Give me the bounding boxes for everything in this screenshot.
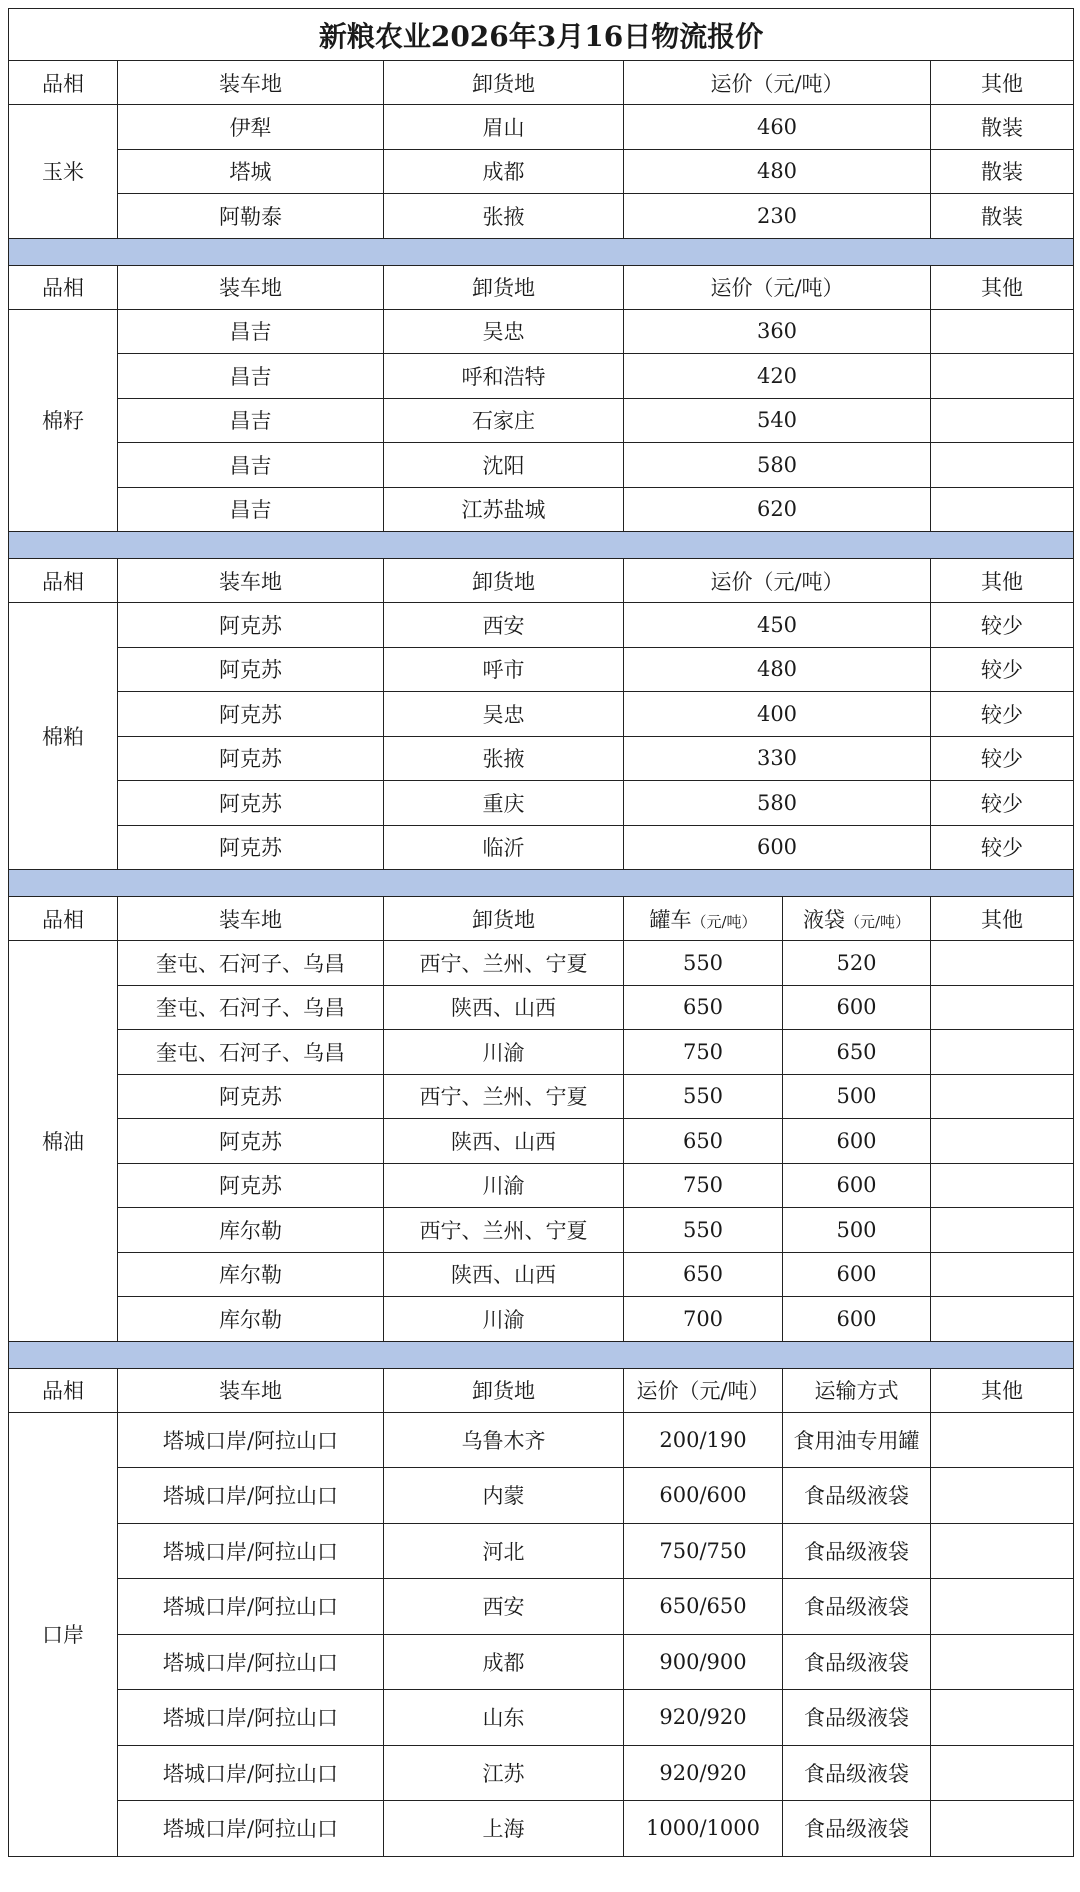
destination-cell: 川渝 [384,1030,624,1075]
bag-price-cell: 650 [783,1030,931,1075]
other-cell [931,398,1074,443]
other-cell [931,1252,1074,1297]
destination-cell: 成都 [384,149,624,194]
price-cell: 450 [624,603,931,648]
destination-cell: 内蒙 [384,1468,624,1524]
table-row [9,985,1074,1030]
destination-cell: 西宁、兰州、宁夏 [384,1208,624,1253]
header-row [9,1368,1074,1412]
price-cell: 750/750 [624,1523,783,1579]
price-cell: 600 [624,825,931,870]
origin-cell: 奎屯、石河子、乌昌 [118,1030,384,1075]
origin-cell: 阿克苏 [118,1119,384,1164]
header-cell: 卸货地 [384,61,624,105]
table-row [9,1801,1074,1857]
origin-cell: 塔城口岸/阿拉山口 [118,1468,384,1524]
origin-cell: 奎屯、石河子、乌昌 [118,985,384,1030]
header-cell: 卸货地 [384,559,624,603]
price-sheet [8,8,1073,1857]
other-cell: 散装 [931,149,1074,194]
origin-cell: 阿克苏 [118,692,384,737]
other-cell [931,1119,1074,1164]
header-cell: 品相 [9,1368,118,1412]
table-row [9,781,1074,826]
table-row [9,354,1074,399]
destination-cell: 成都 [384,1634,624,1690]
other-cell [931,1801,1074,1857]
destination-cell: 江苏 [384,1745,624,1801]
destination-cell: 重庆 [384,781,624,826]
destination-cell: 西安 [384,1579,624,1635]
other-cell [931,1074,1074,1119]
transport-mode-cell: 食品级液袋 [783,1579,931,1635]
price-cell: 1000/1000 [624,1801,783,1857]
table-row [9,736,1074,781]
header-cell: 装车地 [118,897,384,941]
origin-cell: 塔城口岸/阿拉山口 [118,1690,384,1746]
header-cell: 品相 [9,61,118,105]
other-cell [931,1030,1074,1075]
destination-cell: 西宁、兰州、宁夏 [384,941,624,986]
destination-cell: 陕西、山西 [384,985,624,1030]
header-cell: 品相 [9,559,118,603]
bag-price-cell: 500 [783,1074,931,1119]
unit-label: （元/吨） [691,912,757,931]
price-cell: 230 [624,194,931,239]
price-cell: 360 [624,309,931,354]
origin-cell: 昌吉 [118,354,384,399]
transport-mode-cell: 食品级液袋 [783,1523,931,1579]
transport-mode-cell: 食品级液袋 [783,1468,931,1524]
other-cell [931,1208,1074,1253]
price-cell: 540 [624,398,931,443]
bag-price-cell: 600 [783,985,931,1030]
header-cell: 装车地 [118,61,384,105]
transport-mode-cell: 食用油专用罐 [783,1412,931,1468]
other-cell [931,309,1074,354]
table-row [9,309,1074,354]
bag-price-cell: 600 [783,1119,931,1164]
table-row [9,941,1074,986]
header-cell: 装车地 [118,559,384,603]
price-cell: 920/920 [624,1690,783,1746]
origin-cell: 塔城口岸/阿拉山口 [118,1523,384,1579]
origin-cell: 塔城 [118,149,384,194]
price-cell: 900/900 [624,1634,783,1690]
logistics-price-table [8,8,1074,1857]
category-cell: 玉米 [9,105,118,239]
table-row [9,647,1074,692]
tank-price-cell: 550 [624,1074,783,1119]
header-cell: 运价（元/吨） [624,265,931,309]
destination-cell: 临沂 [384,825,624,870]
table-row [9,1297,1074,1342]
header-cell: 运价（元/吨） [624,559,931,603]
section-separator [9,532,1074,559]
origin-cell: 塔城口岸/阿拉山口 [118,1634,384,1690]
price-cell: 600/600 [624,1468,783,1524]
header-cell: 其他 [931,1368,1074,1412]
category-cell: 口岸 [9,1412,118,1856]
table-row [9,603,1074,648]
other-cell [931,1523,1074,1579]
origin-cell: 阿克苏 [118,825,384,870]
table-row [9,1579,1074,1635]
bag-price-cell: 600 [783,1297,931,1342]
other-cell [931,941,1074,986]
tank-price-cell: 650 [624,1119,783,1164]
table-row [9,105,1074,150]
destination-cell: 石家庄 [384,398,624,443]
header-cell: 卸货地 [384,265,624,309]
destination-cell: 乌鲁木齐 [384,1412,624,1468]
table-row [9,1208,1074,1253]
price-cell: 460 [624,105,931,150]
table-row [9,1252,1074,1297]
origin-cell: 库尔勒 [118,1252,384,1297]
unit-label: （元/吨） [844,912,911,931]
transport-mode-cell: 食品级液袋 [783,1690,931,1746]
header-row [9,897,1074,941]
section-separator [9,1341,1074,1368]
destination-cell: 川渝 [384,1297,624,1342]
page-title: 新粮农业2026年3月16日物流报价 [9,9,1074,61]
table-row [9,487,1074,532]
tank-price-cell: 550 [624,941,783,986]
table-row [9,1690,1074,1746]
origin-cell: 阿克苏 [118,781,384,826]
origin-cell: 昌吉 [118,443,384,488]
other-cell [931,443,1074,488]
tank-truck-label: 罐车 [649,907,692,932]
header-cell: 品相 [9,897,118,941]
origin-cell: 塔城口岸/阿拉山口 [118,1412,384,1468]
origin-cell: 昌吉 [118,487,384,532]
origin-cell: 阿克苏 [118,603,384,648]
header-cell: 其他 [931,897,1074,941]
header-cell: 装车地 [118,1368,384,1412]
destination-cell: 沈阳 [384,443,624,488]
tank-price-cell: 750 [624,1030,783,1075]
table-row [9,398,1074,443]
other-cell [931,1690,1074,1746]
bag-price-cell: 520 [783,941,931,986]
destination-cell: 吴忠 [384,692,624,737]
tank-price-cell: 650 [624,1252,783,1297]
destination-cell: 山东 [384,1690,624,1746]
other-cell [931,1634,1074,1690]
other-cell [931,1468,1074,1524]
price-cell: 480 [624,647,931,692]
bag-price-cell: 600 [783,1163,931,1208]
header-cell: 装车地 [118,265,384,309]
table-row [9,1412,1074,1468]
header-cell: 运输方式 [783,1368,931,1412]
destination-cell: 陕西、山西 [384,1119,624,1164]
other-cell [931,1745,1074,1801]
header-cell [624,897,783,941]
other-cell: 较少 [931,603,1074,648]
transport-mode-cell: 食品级液袋 [783,1745,931,1801]
other-cell: 较少 [931,647,1074,692]
destination-cell: 上海 [384,1801,624,1857]
table-row [9,825,1074,870]
destination-cell: 河北 [384,1523,624,1579]
other-cell [931,1579,1074,1635]
origin-cell: 阿克苏 [118,647,384,692]
price-cell: 580 [624,781,931,826]
liquid-bag-label: 液袋 [802,907,845,932]
price-cell: 420 [624,354,931,399]
header-cell: 卸货地 [384,1368,624,1412]
transport-mode-cell: 食品级液袋 [783,1634,931,1690]
origin-cell: 库尔勒 [118,1208,384,1253]
tank-price-cell: 550 [624,1208,783,1253]
category-cell: 棉粕 [9,603,118,870]
header-row [9,61,1074,105]
table-row [9,1030,1074,1075]
origin-cell: 阿克苏 [118,736,384,781]
origin-cell: 阿克苏 [118,1074,384,1119]
price-cell: 400 [624,692,931,737]
other-cell [931,487,1074,532]
header-cell: 卸货地 [384,897,624,941]
table-row [9,443,1074,488]
header-row [9,559,1074,603]
header-cell: 其他 [931,265,1074,309]
tank-price-cell: 750 [624,1163,783,1208]
other-cell [931,1297,1074,1342]
table-row [9,1634,1074,1690]
table-row [9,149,1074,194]
bag-price-cell: 500 [783,1208,931,1253]
destination-cell: 西宁、兰州、宁夏 [384,1074,624,1119]
other-cell: 较少 [931,781,1074,826]
table-row [9,1163,1074,1208]
destination-cell: 张掖 [384,736,624,781]
destination-cell: 张掖 [384,194,624,239]
table-row [9,1119,1074,1164]
header-cell: 品相 [9,265,118,309]
table-row [9,692,1074,737]
section-separator [9,870,1074,897]
destination-cell: 呼和浩特 [384,354,624,399]
tank-price-cell: 650 [624,985,783,1030]
destination-cell: 陕西、山西 [384,1252,624,1297]
origin-cell: 阿克苏 [118,1163,384,1208]
other-cell [931,354,1074,399]
other-cell [931,985,1074,1030]
price-cell: 480 [624,149,931,194]
other-cell [931,1163,1074,1208]
destination-cell: 吴忠 [384,309,624,354]
price-cell: 580 [624,443,931,488]
price-cell: 650/650 [624,1579,783,1635]
other-cell: 较少 [931,736,1074,781]
header-cell: 运价（元/吨） [624,61,931,105]
destination-cell: 呼市 [384,647,624,692]
table-row [9,1074,1074,1119]
other-cell [931,1412,1074,1468]
destination-cell: 眉山 [384,105,624,150]
header-cell: 运价（元/吨） [624,1368,783,1412]
origin-cell: 塔城口岸/阿拉山口 [118,1579,384,1635]
price-cell: 620 [624,487,931,532]
header-cell [783,897,931,941]
category-cell: 棉油 [9,941,118,1342]
table-row [9,1523,1074,1579]
origin-cell: 库尔勒 [118,1297,384,1342]
category-cell: 棉籽 [9,309,118,532]
destination-cell: 川渝 [384,1163,624,1208]
table-row [9,194,1074,239]
transport-mode-cell: 食品级液袋 [783,1801,931,1857]
origin-cell: 奎屯、石河子、乌昌 [118,941,384,986]
header-cell: 其他 [931,61,1074,105]
destination-cell: 西安 [384,603,624,648]
origin-cell: 塔城口岸/阿拉山口 [118,1745,384,1801]
price-cell: 330 [624,736,931,781]
table-row [9,1468,1074,1524]
bag-price-cell: 600 [783,1252,931,1297]
price-cell: 200/190 [624,1412,783,1468]
tank-price-cell: 700 [624,1297,783,1342]
other-cell: 较少 [931,692,1074,737]
other-cell: 散装 [931,105,1074,150]
table-row [9,1745,1074,1801]
origin-cell: 阿勒泰 [118,194,384,239]
origin-cell: 塔城口岸/阿拉山口 [118,1801,384,1857]
origin-cell: 昌吉 [118,398,384,443]
header-cell: 其他 [931,559,1074,603]
price-cell: 920/920 [624,1745,783,1801]
other-cell: 散装 [931,194,1074,239]
other-cell: 较少 [931,825,1074,870]
section-separator [9,238,1074,265]
origin-cell: 伊犁 [118,105,384,150]
origin-cell: 昌吉 [118,309,384,354]
destination-cell: 江苏盐城 [384,487,624,532]
header-row [9,265,1074,309]
